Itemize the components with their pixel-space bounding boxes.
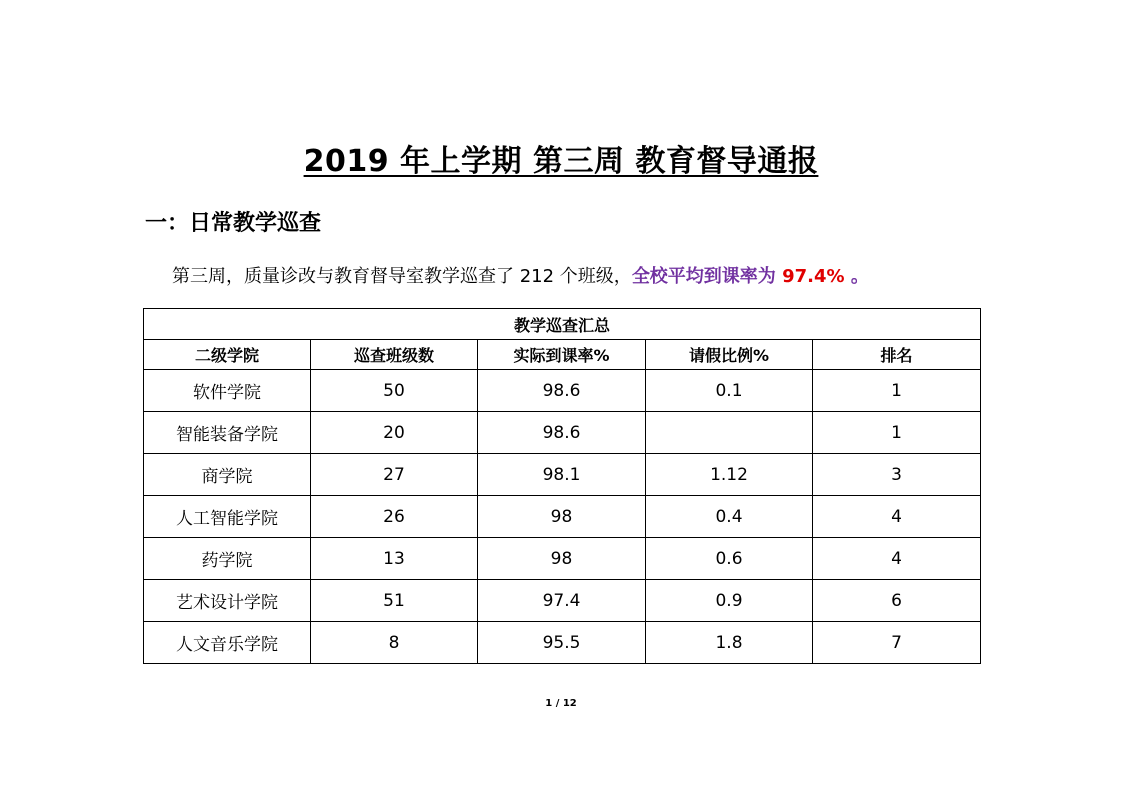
table-cell-rank: 6: [813, 580, 981, 622]
table-cell-rank: 1: [813, 412, 981, 454]
table-cell-college: 软件学院: [144, 370, 311, 412]
summary-text: 第三周，质量诊改与教育督导室教学巡查了 212 个班级，: [172, 266, 632, 287]
table-cell-attendance: 98.1: [478, 454, 646, 496]
table-row: [144, 454, 981, 496]
table-cell-rank: 3: [813, 454, 981, 496]
table-header-row: [144, 340, 981, 370]
table-caption: 教学巡查汇总: [144, 309, 981, 340]
table-row: [144, 580, 981, 622]
column-header-rank: 排名: [813, 340, 981, 370]
document-title-text: 2019 年上学期 第三周 教育督导通报: [303, 144, 819, 179]
table-cell-college: 艺术设计学院: [144, 580, 311, 622]
summary-highlight-rate-label: 全校平均到课率为: [631, 266, 783, 287]
table-row: [144, 622, 981, 664]
table-cell-classes: 27: [311, 454, 478, 496]
column-header-college: 二级学院: [144, 340, 311, 370]
table-cell-leave: 0.4: [646, 496, 813, 538]
table-cell-college: 药学院: [144, 538, 311, 580]
table-body: [144, 370, 981, 664]
table-cell-attendance: 98: [478, 496, 646, 538]
table-cell-leave: 1.8: [646, 622, 813, 664]
table-cell-rank: 1: [813, 370, 981, 412]
inspection-summary-table: [143, 308, 981, 664]
summary-paragraph: [172, 262, 869, 292]
section-heading: 一：日常教学巡查: [145, 211, 322, 236]
table-cell-classes: 50: [311, 370, 478, 412]
table-cell-leave: 1.12: [646, 454, 813, 496]
table-cell-classes: 13: [311, 538, 478, 580]
table-cell-classes: 51: [311, 580, 478, 622]
table-cell-leave: [646, 412, 813, 454]
table-cell-attendance: 98.6: [478, 370, 646, 412]
table-row: [144, 370, 981, 412]
table-cell-classes: 26: [311, 496, 478, 538]
table-cell-leave: 0.6: [646, 538, 813, 580]
table-cell-college: 人文音乐学院: [144, 622, 311, 664]
table-row: [144, 496, 981, 538]
table-caption-row: [144, 309, 981, 340]
table-cell-college: 智能装备学院: [144, 412, 311, 454]
column-header-classes: 巡查班级数: [311, 340, 478, 370]
table-cell-leave: 0.9: [646, 580, 813, 622]
summary-tail: 。: [844, 266, 869, 287]
table-row: [144, 412, 981, 454]
table-cell-college: 商学院: [144, 454, 311, 496]
table-cell-attendance: 95.5: [478, 622, 646, 664]
page-number: 1 / 12: [545, 698, 577, 709]
table-cell-attendance: 98.6: [478, 412, 646, 454]
table-cell-classes: 8: [311, 622, 478, 664]
summary-highlight-rate-value: 97.4%: [782, 266, 845, 287]
table-cell-attendance: 97.4: [478, 580, 646, 622]
table-cell-rank: 4: [813, 538, 981, 580]
table-cell-attendance: 98: [478, 538, 646, 580]
table-row: [144, 538, 981, 580]
table-cell-classes: 20: [311, 412, 478, 454]
column-header-attendance: 实际到课率%: [478, 340, 646, 370]
document-title: [0, 140, 1122, 184]
table-cell-rank: 4: [813, 496, 981, 538]
table-cell-college: 人工智能学院: [144, 496, 311, 538]
table-cell-rank: 7: [813, 622, 981, 664]
table-cell-leave: 0.1: [646, 370, 813, 412]
column-header-leave: 请假比例%: [646, 340, 813, 370]
